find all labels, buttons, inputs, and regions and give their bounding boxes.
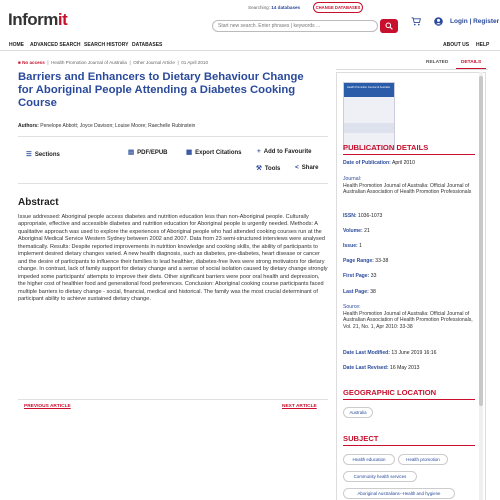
add-to-favourite-button[interactable]	[257, 148, 311, 155]
next-article-link[interactable]: NEXT ARTICLE	[282, 404, 317, 409]
pdf-epub-label: PDF/EPUB	[137, 150, 168, 156]
subject-tag[interactable]: Aboriginal Australians--Health and hygiene	[343, 488, 455, 499]
logo-main: Inform	[8, 10, 58, 29]
login-register-link[interactable]: Login | Register	[450, 18, 500, 25]
search-button[interactable]	[380, 19, 398, 33]
detail-value: Health Promotion Journal of Australia: Official Journal of Australian Association of Health Promotion Professionals, Vol. 21, No. 1, Apr 2010: 33-38	[343, 310, 473, 330]
detail-label: Last Page:	[343, 289, 369, 295]
cover-title: Health Promotion Journal of Australia	[347, 86, 390, 89]
detail-issn	[343, 213, 475, 220]
detail-label: First Page:	[343, 273, 370, 279]
divider	[18, 183, 328, 184]
tab-related[interactable]: RELATED	[426, 60, 449, 65]
detail-value: 13 June 2019 16:16	[391, 350, 437, 356]
heading-rule	[343, 399, 475, 400]
add-to-favourite-label: Add to Favourite	[263, 149, 312, 155]
cover-band	[344, 123, 394, 133]
tools-label: Tools	[264, 166, 281, 172]
detail-label: Date Last Modified:	[343, 350, 390, 356]
export-icon: ▦	[186, 149, 193, 156]
main-nav	[0, 40, 500, 51]
detail-value: 38	[370, 289, 376, 295]
cart-icon[interactable]	[411, 17, 421, 26]
sidebar-scroll-thumb[interactable]	[479, 76, 483, 406]
detail-label: Date of Publication:	[343, 160, 391, 166]
cover-header	[344, 83, 394, 97]
detail-label: Page Range:	[343, 258, 374, 264]
previous-article-link[interactable]: PREVIOUS ARTICLE	[24, 404, 71, 409]
detail-label: Volume:	[343, 228, 363, 234]
menu-icon: ☰	[26, 151, 32, 158]
sections-label: Sections	[34, 152, 60, 158]
subject-tag[interactable]: Health promotion	[398, 454, 448, 465]
heading-rule	[343, 445, 475, 446]
breadcrumb-journal[interactable]: Health Promotion Journal of Australia	[51, 60, 127, 65]
detail-value: 33	[370, 273, 377, 279]
journal-cover-image	[343, 82, 395, 150]
divider	[18, 136, 328, 137]
detail-label: Date Last Revised:	[343, 365, 389, 371]
detail-value: Health Promotion Journal of Australia: Official Journal of Australian Association of Health Promotion Professionals	[343, 182, 472, 196]
pdf-epub-button[interactable]	[128, 148, 168, 156]
subject-tag[interactable]: Community health services	[343, 471, 417, 482]
detail-date-last-modified	[343, 350, 475, 357]
nav-home[interactable]: HOME	[9, 42, 24, 48]
nav-help[interactable]: HELP	[476, 42, 490, 48]
logo-accent: it	[57, 10, 68, 29]
document-icon: ▤	[128, 149, 135, 156]
detail-label: Journal:	[343, 176, 362, 182]
subject-tag[interactable]: Health education	[343, 454, 395, 465]
detail-date-of-publication	[343, 160, 475, 167]
searching-prefix: Searching:	[248, 5, 270, 10]
export-citations-button[interactable]	[186, 148, 242, 156]
detail-label: ISSN:	[343, 213, 357, 219]
detail-value: 16 May 2013	[390, 365, 420, 371]
tab-details[interactable]: DETAILS	[461, 60, 482, 65]
lock-icon: ■	[18, 60, 21, 65]
geo-tag-australia[interactable]: Australia	[343, 407, 373, 418]
detail-date-last-revised	[343, 365, 475, 372]
no-access-badge: No access	[22, 60, 45, 65]
nav-search-history[interactable]: SEARCH HISTORY	[84, 42, 129, 48]
plus-icon: +	[257, 148, 261, 155]
searching-status	[248, 5, 300, 10]
breadcrumb: ■ No access | Health Promotion Journal of Australia | Other Journal Article | 01 April 2010	[18, 60, 209, 65]
detail-value: 21	[364, 228, 370, 234]
nav-advanced-search[interactable]: ADVANCED SEARCH	[30, 42, 81, 48]
detail-value: April 2010	[391, 160, 415, 166]
change-databases-button[interactable]: CHANGE DATABASES	[313, 2, 363, 13]
divider	[18, 399, 328, 400]
detail-volume	[343, 228, 475, 235]
article-title: Barriers and Enhancers to Dietary Behaviour Change for Aboriginal People Attending a Diabetes Cooking Course	[18, 71, 304, 109]
detail-issue	[343, 243, 475, 250]
sections-button[interactable]	[26, 150, 60, 158]
heading-rule	[343, 154, 475, 155]
tools-button[interactable]	[256, 164, 280, 172]
nav-databases[interactable]: DATABASES	[132, 42, 163, 48]
authors-label: Authors:	[18, 123, 39, 129]
publication-details-heading: PUBLICATION DETAILS	[343, 143, 429, 152]
share-icon: <	[295, 164, 299, 171]
share-button[interactable]	[295, 164, 318, 171]
detail-label: Issue:	[343, 243, 358, 249]
detail-first-page	[343, 273, 475, 280]
detail-value: 1036-1073	[358, 213, 383, 219]
abstract-text: Issue addressed: Aboriginal people access diabetes and nutrition education less than non-Aboriginal people. Culturally appropriate, effective and accessible diabetes and nutrition education for Aboriginal people is urgently needed. Methods: A qualitative approach was used to explore the experiences of Aboriginal people who had attended cooking courses run at the Aboriginal Medical Service Western Sydney between 2002 and 2007. Data from 23 semi-structured interviews were analysed thematically. Results: Despite reported improvements in nutrition knowledge and cooking skills, the ability of participants to implement desired dietary changes varied. A new health diagnosis, such as diabetes, pre-diabetes, heart disease or cancer and the desire of participants to influence their families to lead healthier, diabetes-free lives were strong motivators for dietary change. In contrast, lack of family support for dietary change and a sense of social isolation caused by dietary change strongly impeded some participants' attempts to improve their diets. Other significant barriers were poor oral health and depression, the higher cost of healthier food and generational food preferences. Conclusion: Aboriginal cooking course participants faced multiple barriers to dietary change - social, financial, medical and historical. The family was the most crucial determinant of participant ability to achieve sustained dietary change.	[18, 214, 328, 302]
detail-page-range	[343, 258, 475, 265]
detail-value: 1	[359, 243, 362, 249]
nav-about-us[interactable]: ABOUT US	[443, 42, 470, 48]
abstract-heading: Abstract	[18, 197, 59, 208]
database-count[interactable]: 14 databases	[271, 5, 301, 10]
geographic-location-heading: GEOGRAPHIC LOCATION	[343, 388, 437, 397]
article-authors	[18, 123, 195, 129]
active-tab-indicator	[456, 68, 486, 69]
detail-value: 33-38	[375, 258, 389, 264]
detail-label: Source:	[343, 304, 361, 310]
authors-list[interactable]: Penelope Abbott; Joyce Davison; Louise Moore; Raechelle Rubinstein	[40, 123, 196, 129]
user-icon[interactable]	[434, 17, 443, 26]
search-icon	[385, 22, 393, 30]
breadcrumb-date: 01 April 2010	[181, 60, 209, 65]
share-label: Share	[301, 165, 319, 171]
breadcrumb-article-type: Other Journal Article	[133, 60, 175, 65]
informit-logo[interactable]	[8, 10, 67, 30]
export-citations-label: Export Citations	[195, 150, 242, 156]
detail-source	[343, 304, 475, 330]
top-header	[0, 0, 500, 40]
detail-last-page	[343, 289, 475, 296]
wrench-icon: ⚒	[256, 165, 262, 172]
subject-heading: SUBJECT	[343, 434, 379, 443]
search-input[interactable]: Start new search. Enter phrases | keywords ...	[212, 20, 378, 32]
detail-journal	[343, 176, 475, 196]
